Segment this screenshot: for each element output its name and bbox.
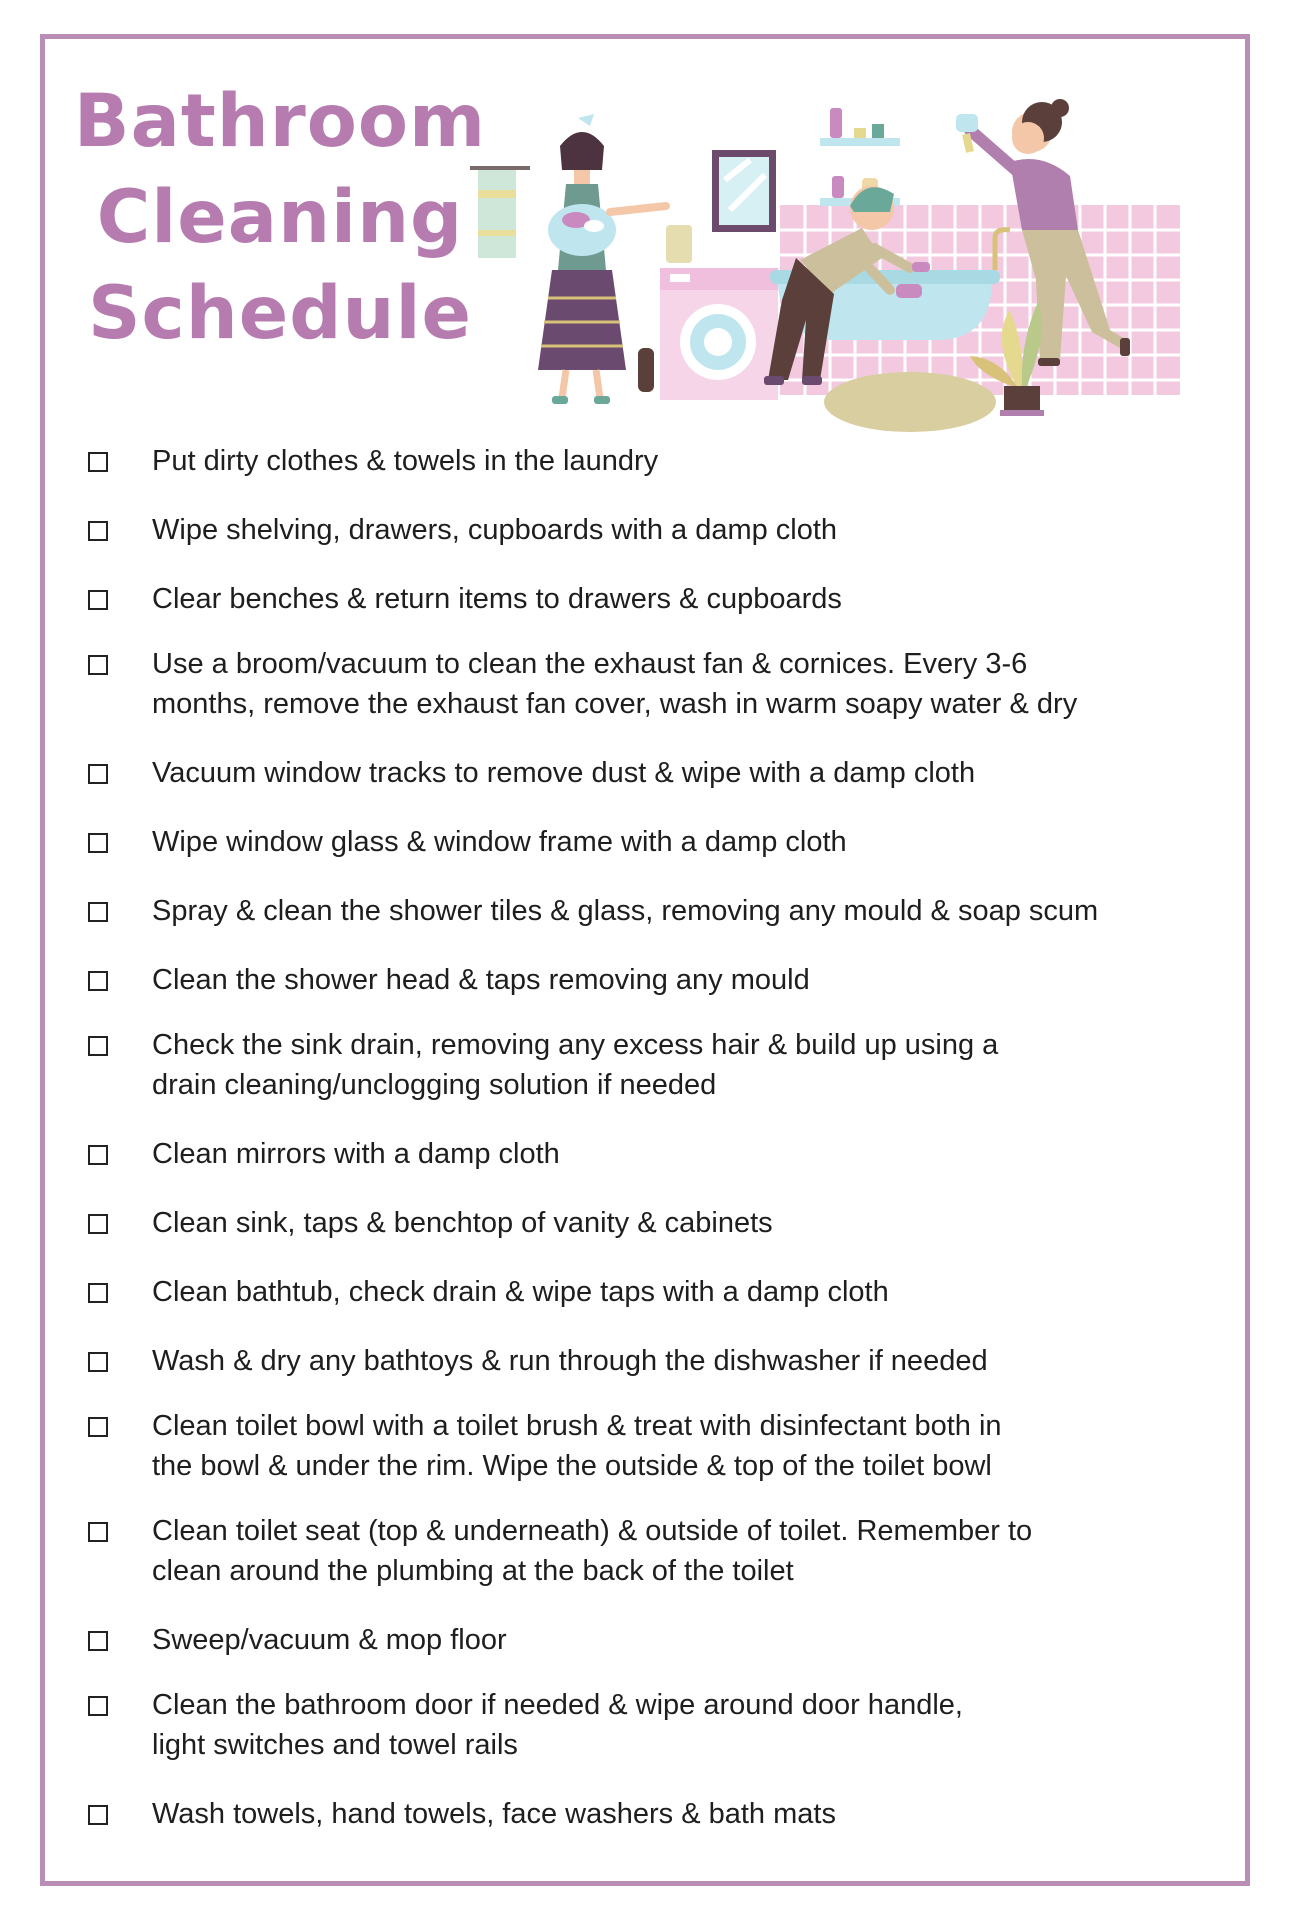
towel-rail	[470, 168, 530, 258]
task-item	[88, 644, 1228, 724]
task-item	[88, 1620, 1228, 1660]
task-item	[88, 1272, 1228, 1312]
task-text: Clean mirrors with a damp cloth	[152, 1138, 560, 1170]
task-text: Wash towels, hand towels, face washers & bath mats	[152, 1798, 836, 1830]
bath-mat	[824, 372, 996, 432]
task-text: Spray & clean the shower tiles & glass, removing any mould & soap scum	[152, 895, 1099, 927]
task-text: Wash & dry any bathtoys & run through the dishwasher if needed	[152, 1345, 988, 1377]
task-item	[88, 960, 1228, 1000]
mirror	[712, 150, 776, 232]
task-item	[88, 1685, 1228, 1765]
task-checkbox[interactable]	[88, 1805, 108, 1825]
task-checkbox[interactable]	[88, 1036, 108, 1056]
task-checkbox[interactable]	[88, 590, 108, 610]
task-checkbox[interactable]	[88, 1283, 108, 1303]
task-checkbox[interactable]	[88, 1145, 108, 1165]
task-checklist	[88, 441, 1228, 1834]
task-item	[88, 1511, 1228, 1591]
task-checkbox[interactable]	[88, 655, 108, 675]
task-checkbox[interactable]	[88, 1522, 108, 1542]
task-text: Check the sink drain, removing any excess hair & build up using a drain cleaning/unclogging solution if needed	[152, 1029, 999, 1101]
detergent-box	[666, 225, 692, 263]
task-item	[88, 1134, 1228, 1174]
task-text: Vacuum window tracks to remove dust & wipe with a damp cloth	[152, 757, 976, 789]
title-line-1: Bathroom	[73, 79, 487, 164]
task-text: Sweep/vacuum & mop floor	[152, 1624, 507, 1656]
task-text: Clean sink, taps & benchtop of vanity & cabinets	[152, 1207, 773, 1239]
task-checkbox[interactable]	[88, 902, 108, 922]
task-item	[88, 822, 1228, 862]
task-item	[88, 1025, 1228, 1105]
task-checkbox[interactable]	[88, 833, 108, 853]
title-line-3: Schedule	[87, 271, 473, 356]
task-text: Clean toilet seat (top & underneath) & outside of toilet. Remember to clean around the plumbing at the back of the toilet	[152, 1515, 1033, 1587]
task-checkbox[interactable]	[88, 1631, 108, 1651]
title-line-2: Cleaning	[96, 175, 464, 260]
task-text: Clear benches & return items to drawers & cupboards	[152, 583, 842, 615]
task-item	[88, 1794, 1228, 1834]
task-checkbox[interactable]	[88, 1696, 108, 1716]
task-item	[88, 1406, 1228, 1486]
task-text: Put dirty clothes & towels in the laundry	[152, 445, 659, 477]
page-title	[70, 74, 490, 362]
task-checkbox[interactable]	[88, 1214, 108, 1234]
task-checkbox[interactable]	[88, 521, 108, 541]
task-text: Wipe window glass & window frame with a damp cloth	[152, 826, 847, 858]
task-item	[88, 441, 1228, 481]
task-text: Clean bathtub, check drain & wipe taps with a damp cloth	[152, 1276, 889, 1308]
washing-machine	[660, 268, 778, 400]
task-text: Clean the shower head & taps removing any mould	[152, 964, 810, 996]
detergent-bottle	[638, 348, 654, 392]
task-checkbox[interactable]	[88, 1352, 108, 1372]
task-item	[88, 1341, 1228, 1381]
task-text: Clean toilet bowl with a toilet brush & treat with disinfectant both in the bowl & under the rim. Wipe the outside & top of the toilet bowl	[152, 1410, 1002, 1482]
task-item	[88, 1203, 1228, 1243]
task-checkbox[interactable]	[88, 1417, 108, 1437]
task-item	[88, 753, 1228, 793]
task-item	[88, 891, 1228, 931]
task-item	[88, 510, 1228, 550]
task-checkbox[interactable]	[88, 971, 108, 991]
task-text: Use a broom/vacuum to clean the exhaust fan & cornices. Every 3-6 months, remove the exhaust fan cover, wash in warm soapy water & dry	[152, 648, 1078, 720]
task-text: Wipe shelving, drawers, cupboards with a damp cloth	[152, 514, 838, 546]
task-text: Clean the bathroom door if needed & wipe around door handle, light switches and towel rails	[152, 1689, 963, 1761]
task-checkbox[interactable]	[88, 452, 108, 472]
task-item	[88, 579, 1228, 619]
task-checkbox[interactable]	[88, 764, 108, 784]
